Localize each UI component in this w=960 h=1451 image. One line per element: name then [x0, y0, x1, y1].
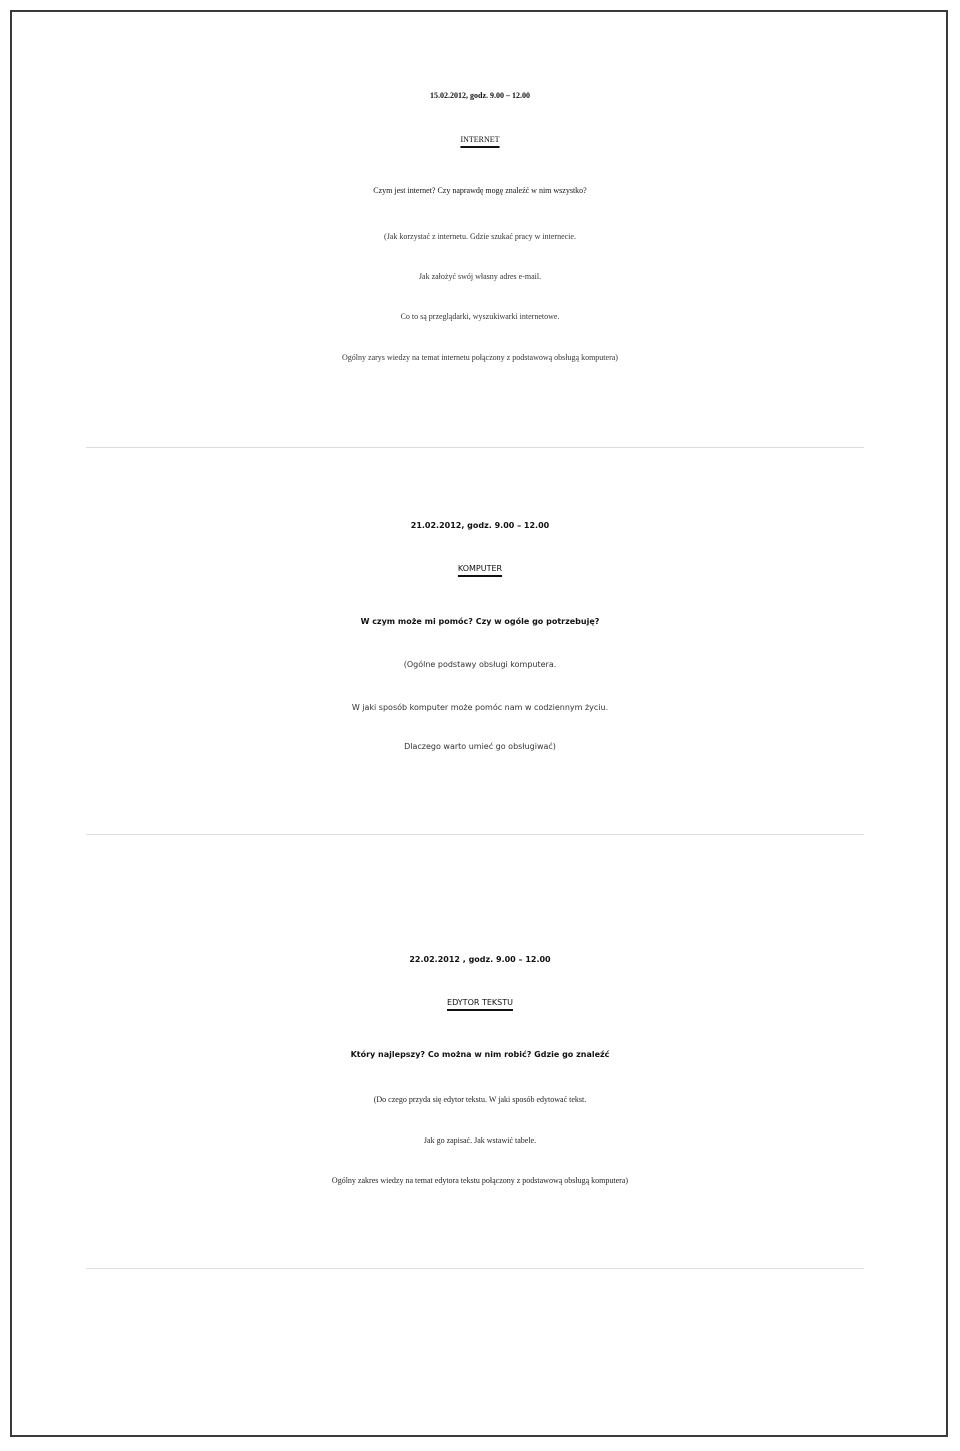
section-1-detail-4: Ogólny zarys wiedzy na temat internetu połączony z podstawową obsługą komputera) — [342, 353, 618, 362]
section-3-detail-1: (Do czego przyda się edytor tekstu. W jaki sposób edytować tekst. — [373, 1095, 587, 1104]
section-1-detail-3: Co to są przeglądarki, wyszukiwarki internetowe. — [400, 312, 560, 321]
section-2-detail-1: (Ogólne podstawy obsługi komputera. — [403, 660, 557, 669]
section-2-detail-3: Dlaczego warto umieć go obsługiwać) — [404, 742, 556, 751]
section-2-question: W czym może mi pomóc? Czy w ogóle go potrzebuję? — [360, 617, 600, 626]
section-divider — [86, 1268, 864, 1269]
section-1-date: 15.02.2012, godz. 9.00 – 12.00 — [430, 91, 530, 100]
section-2-date: 21.02.2012, godz. 9.00 – 12.00 — [410, 521, 550, 530]
section-2-detail-2: W jaki sposób komputer może pomóc nam w codziennym życiu. — [351, 703, 609, 712]
section-1-title: INTERNET — [460, 135, 500, 144]
section-1-question: Czym jest internet? Czy naprawdę mogę znaleźć w nim wszystko? — [373, 186, 587, 195]
section-1-detail-2: Jak założyć swój własny adres e-mail. — [418, 272, 542, 281]
section-divider — [86, 447, 864, 448]
section-divider — [86, 834, 864, 835]
section-3-date: 22.02.2012 , godz. 9.00 – 12.00 — [409, 955, 551, 964]
page-border — [10, 10, 948, 1437]
section-3-title: EDYTOR TEKSTU — [447, 998, 513, 1007]
section-2-title: KOMPUTER — [457, 564, 503, 573]
section-3-question: Który najlepszy? Co można w nim robić? Gdzie go znaleźć — [350, 1050, 610, 1059]
section-1-detail-1: (Jak korzystać z internetu. Gdzie szukać pracy w internecie. — [384, 232, 576, 241]
section-3-detail-2: Jak go zapisać. Jak wstawić tabele. — [423, 1136, 537, 1145]
section-3-detail-3: Ogólny zakres wiedzy na temat edytora tekstu połączony z podstawową obsługą komputera) — [331, 1176, 629, 1185]
